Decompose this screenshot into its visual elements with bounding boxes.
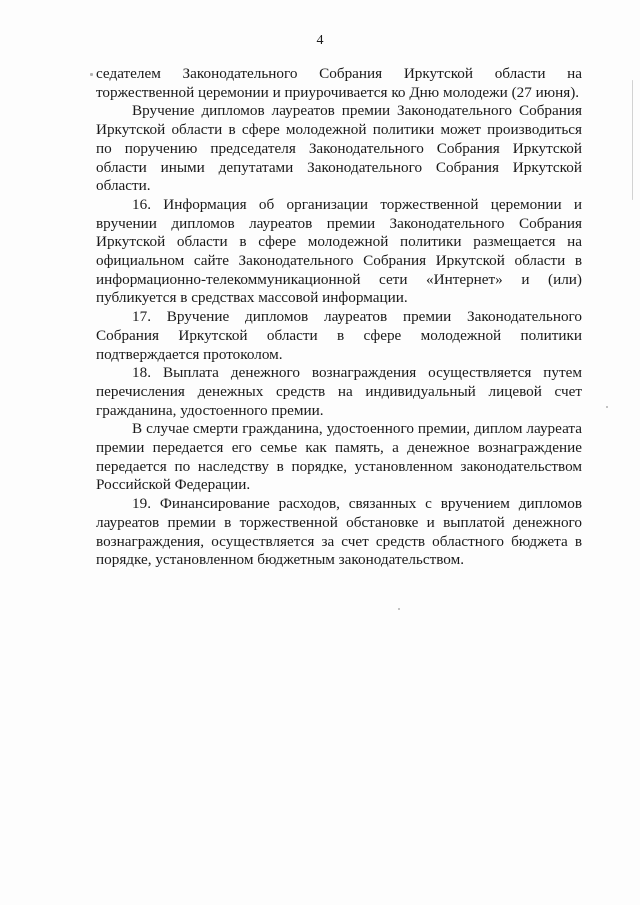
paragraph-continuation: седателем Законодательного Собрания Иркутской области на торжественной церемонии и приурочивается ко Дню молодежи (27 июня). xyxy=(96,65,582,101)
scan-speck xyxy=(90,73,93,76)
scan-speck xyxy=(398,608,400,610)
paragraph-death-inheritance: В случае смерти гражданина, удостоенного премии, диплом лауреата премии передается его семье как память, а денежное вознаграждение передается по наследству в порядке, установленном законодательством Российской Федерации. xyxy=(96,420,582,494)
scan-edge-line xyxy=(632,80,633,200)
paragraph-item-17: 17. Вручение дипломов лауреатов премии Законодательного Собрания Иркутской области в сфере молодежной политики подтверждается протоколом. xyxy=(96,308,582,363)
paragraph-item-19: 19. Финансирование расходов, связанных с вручением дипломов лауреатов премии в торжественной обстановке и выплатой денежного вознаграждения, осуществляется за счет средств областного бюджета в порядке, установленном бюджетным законодательством. xyxy=(96,495,582,569)
scan-speck xyxy=(606,406,608,408)
page-number: 4 xyxy=(316,33,324,48)
document-body xyxy=(96,65,582,570)
paragraph-item-18: 18. Выплата денежного вознаграждения осуществляется путем перечисления денежных средств на индивидуальный лицевой счет гражданина, удостоенного премии. xyxy=(96,364,582,419)
paragraph-diploma-delegation: Вручение дипломов лауреатов премии Законодательного Собрания Иркутской области в сфере молодежной политики может производиться по поручению председателя Законодательного Собрания Иркутской области иными депутатами Законодательного Собрания Иркутской области. xyxy=(96,102,582,195)
paragraph-item-16: 16. Информация об организации торжественной церемонии и вручении дипломов лауреатов премии Законодательного Собрания Иркутской области в сфере молодежной политики размещается на официальном сайте Законодательного Собрания Иркутской области в информационно-телекоммуникационной сети «Интернет» и (или) публикуется в средствах массовой информации. xyxy=(96,195,582,307)
